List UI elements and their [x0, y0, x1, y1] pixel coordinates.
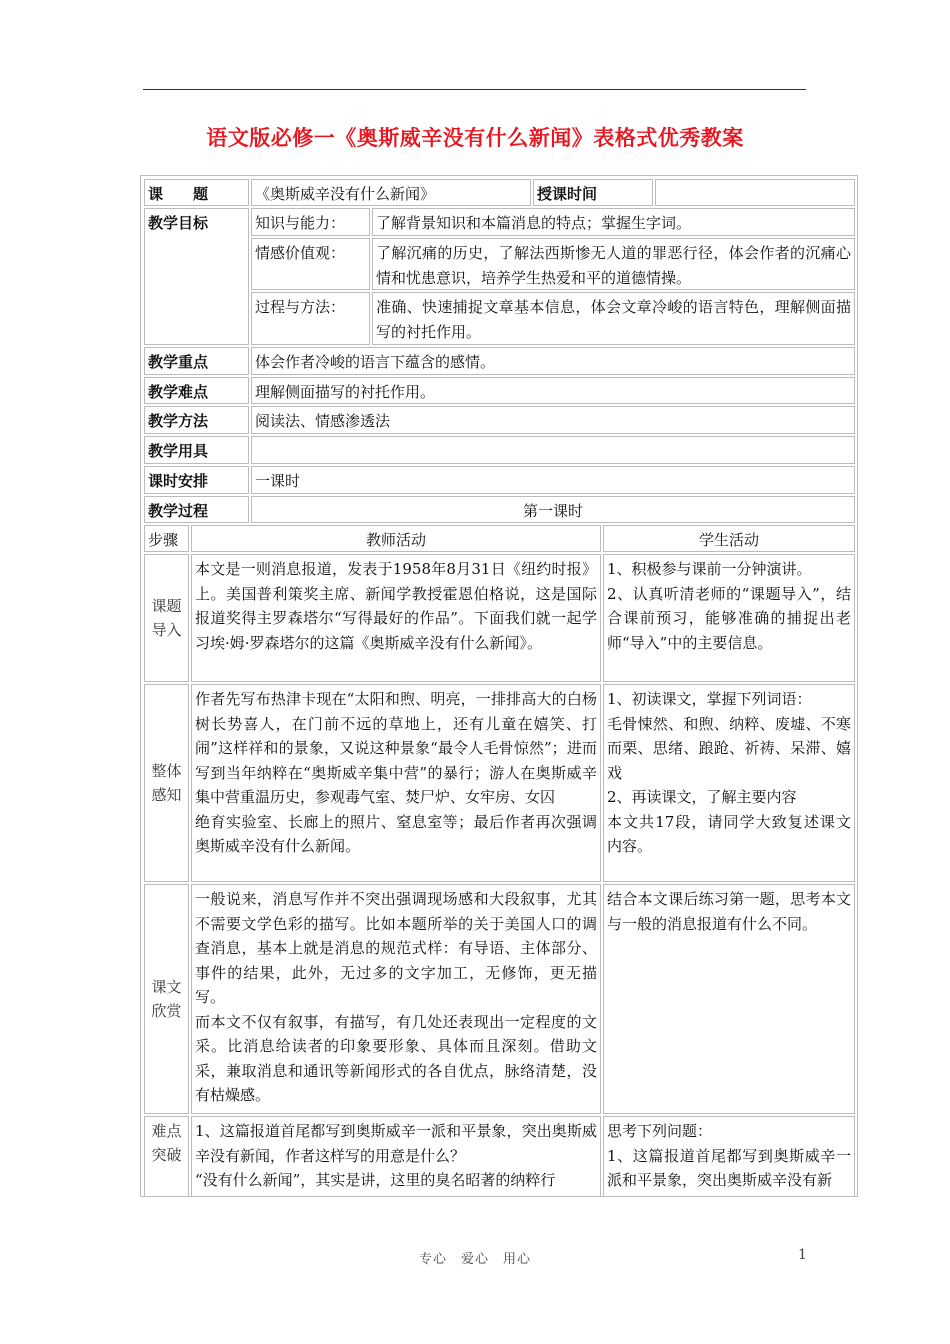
method-label: 教学方法: [144, 406, 249, 434]
teacher-activity-appreciation: 一般说来，消息写作并不突出强调现场感和大段叙事，尤其不需要文学色彩的描写。比如本题所举的关于美国人口的调查消息，基本上就是消息的规范式样：有导语、主体部分、事件的结果，此外，无过多的文字加工，无修饰，更无描写。 而本文不仅有叙事，有描写，有几处还表现出一定程度的文采。比消息给读者的印象要形象、具体而且深刻。借助文采，兼取消息和通讯等新闻形式的各自优点，脉络清楚，没有枯燥感。: [191, 884, 601, 1114]
step-label-overview-text: 整体感知: [151, 762, 182, 804]
objective-label-knowledge: 知识与能力：: [251, 208, 370, 236]
step-label-breakthrough: [144, 1116, 189, 1197]
student-activity-breakthrough: 思考下列问题： 1、这篇报道首尾都写到奥斯威辛一派和平景象，突出奥斯威辛没有新: [603, 1116, 855, 1197]
student-header: 学生活动: [603, 525, 855, 552]
key-point-label: 教学重点: [144, 347, 249, 375]
topic-value: 《奥斯威辛没有什么新闻》: [251, 179, 531, 206]
objective-value-emotion: 了解沉痛的历史，了解法西斯惨无人道的罪恶行径，体会作者的沉痛心情和忧患意识，培养学生热爱和平的道德情操。: [372, 238, 855, 290]
process-value: 第一课时: [251, 496, 855, 523]
objective-label-process: 过程与方法：: [251, 292, 370, 345]
teacher-activity-intro: 本文是一则消息报道，发表于1958年8月31日《纽约时报》上。美国普利策奖主席、新闻学教授霍恩伯格说，这是国际报道奖得主罗森塔尔“写得最好的作品”。下面我们就一起学习埃·姆·罗森塔尔的这篇《奥斯威辛没有什么新闻》。: [191, 554, 601, 682]
schedule-label: 课时安排: [144, 466, 249, 494]
method-value: 阅读法、情感渗透法: [251, 406, 855, 434]
difficulty-value: 理解侧面描写的衬托作用。: [251, 377, 855, 404]
document-title: 语文版必修一《奥斯威辛没有什么新闻》表格式优秀教案: [206, 125, 744, 150]
step-label-appreciation-text: 课文欣赏: [151, 978, 182, 1020]
step-label-intro-text: 课题导入: [151, 597, 182, 639]
tools-label: 教学用具: [144, 436, 249, 464]
topic-label-text: 课 题: [148, 185, 209, 203]
page-number: 1: [798, 1247, 807, 1263]
schedule-value: 一课时: [251, 466, 855, 494]
step-header: 步骤: [144, 525, 189, 552]
student-activity-intro: 1、积极参与课前一分钟演讲。 2、认真听清老师的“课题导入”，结合课前预习，能够准确的捕捉出老师“导入”中的主要信息。: [603, 554, 855, 682]
key-point-value: 体会作者冷峻的语言下蕴含的感情。: [251, 347, 855, 375]
teacher-activity-breakthrough: 1、这篇报道首尾都写到奥斯威辛一派和平景象，突出奥斯威辛没有新闻，作者这样写的用意是什么？ “没有什么新闻”，其实是讲，这里的臭名昭著的纳粹行: [191, 1116, 601, 1197]
teacher-header: 教师活动: [191, 525, 601, 552]
objective-value-knowledge: 了解背景知识和本篇消息的特点；掌握生字词。: [372, 208, 855, 236]
objective-label-emotion: 情感价值观：: [251, 238, 370, 290]
step-label-breakthrough-text: 难点突破: [151, 1122, 182, 1164]
process-label: 教学过程: [144, 496, 249, 523]
objectives-label: 教学目标: [144, 208, 249, 345]
objective-value-process: 准确、快速捕捉文章基本信息，体会文章冷峻的语言特色，理解侧面描写的衬托作用。: [372, 292, 855, 345]
teacher-activity-overview: 作者先写布热津卡现在“太阳和煦、明亮，一排排高大的白杨树长势喜人，在门前不远的草地上，还有儿童在嬉笑、打闹”这样祥和的景象，又说这种景象“最令人毛骨惊然”；进而写到当年纳粹在“奥斯威辛集中营”的暴行；游人在奥斯威辛集中营重温历史，参观毒气室、焚尸炉、女牢房、女囚 绝育实验室、长廊上的照片、窒息室等；最后作者再次强调奥斯威辛没有什么新闻。: [191, 684, 601, 882]
tools-value: [251, 436, 855, 464]
student-activity-overview: 1、初读课文，掌握下列词语： 毛骨悚然、和煦、纳粹、废墟、不寒而栗、思绪、踉跄、祈祷、呆滞、嬉戏 2、再读课文，了解主要内容 本文共17段，请同学大致复述课文内容。: [603, 684, 855, 882]
page-footer: 专心 爱心 用心: [418, 1252, 531, 1267]
student-activity-appreciation: 结合本文课后练习第一题，思考本文与一般的消息报道有什么不同。: [603, 884, 855, 1114]
step-label-overview: [144, 684, 189, 882]
topic-label: [144, 179, 249, 206]
difficulty-label: 教学难点: [144, 377, 249, 404]
time-label: 授课时间: [533, 179, 653, 206]
lesson-plan-table: [140, 175, 858, 1197]
step-label-appreciation: [144, 884, 189, 1114]
step-label-intro: [144, 554, 189, 682]
time-value: [655, 179, 855, 206]
header-rule: [143, 89, 806, 90]
